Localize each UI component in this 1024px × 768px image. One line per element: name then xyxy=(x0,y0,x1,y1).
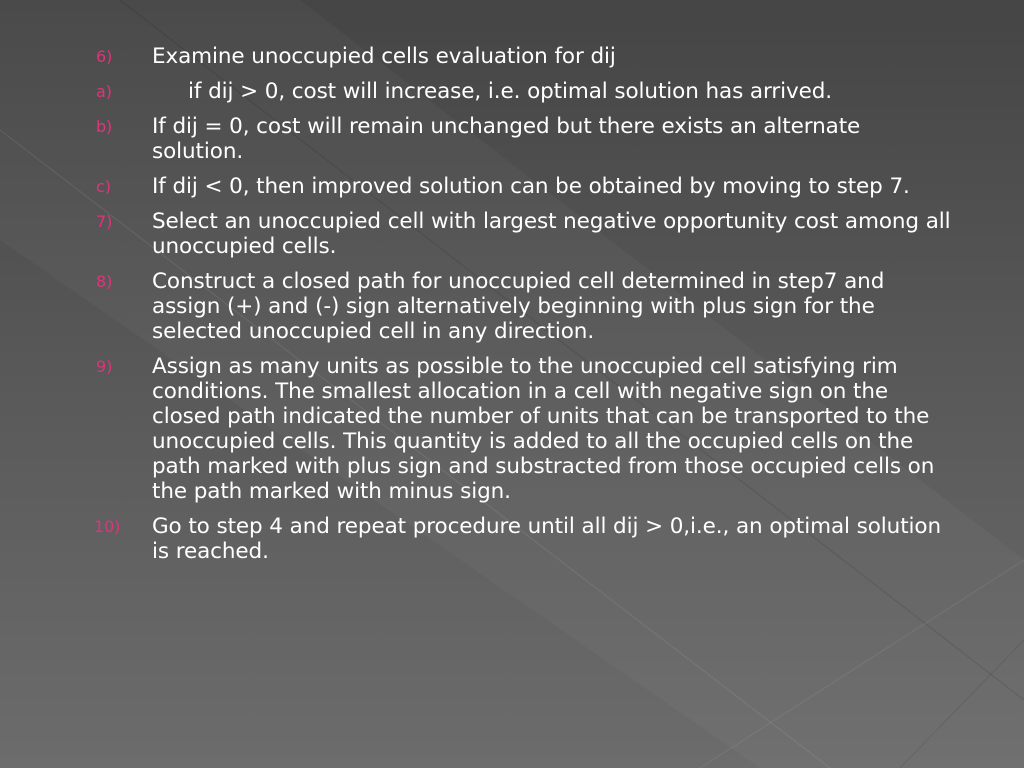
list-item-a xyxy=(96,79,956,104)
item-marker: 10) xyxy=(94,517,121,536)
item-text: Construct a closed path for unoccupied cell determined in step7 and assign (+) and (-) sign alternatively beginning with plus sign for the selected unoccupied cell in any direction. xyxy=(152,269,885,344)
item-marker: 7) xyxy=(96,212,113,231)
list-item-8 xyxy=(96,269,956,344)
item-text: Assign as many units as possible to the unoccupied cell satisfying rim conditions. The smallest allocation in a cell with negative sign on the closed path indicated the number of units that can be transported to the unoccupied cells. This quantity is added to all the occupied cells on the path marked with plus sign and substracted from those occupied cells on the path marked with minus sign. xyxy=(152,354,935,504)
item-marker: c) xyxy=(96,177,111,196)
item-text-content: if dij > 0, cost will increase, i.e. optimal solution has arrived. xyxy=(188,79,832,104)
list-item-c xyxy=(96,174,956,199)
item-text: Examine unoccupied cells evaluation for dij xyxy=(152,44,616,69)
item-marker: b) xyxy=(96,117,113,136)
item-marker: 8) xyxy=(96,272,113,291)
item-text xyxy=(152,79,956,104)
list-item-b xyxy=(96,114,956,164)
list-item-6 xyxy=(96,44,956,69)
item-marker: 6) xyxy=(96,47,113,66)
list-item-10 xyxy=(96,514,956,564)
item-text: Go to step 4 and repeat procedure until all dij > 0,i.e., an optimal solution is reached. xyxy=(152,514,941,564)
item-marker: a) xyxy=(96,82,112,101)
list-item-7 xyxy=(96,209,956,259)
item-text: Select an unoccupied cell with largest negative opportunity cost among all unoccupied cells. xyxy=(152,209,951,259)
item-marker: 9) xyxy=(96,357,113,376)
list-item-9 xyxy=(96,354,956,504)
item-text: If dij < 0, then improved solution can be obtained by moving to step 7. xyxy=(152,174,910,199)
item-text: If dij = 0, cost will remain unchanged but there exists an alternate solution. xyxy=(152,114,861,164)
bullet-list xyxy=(96,44,956,574)
